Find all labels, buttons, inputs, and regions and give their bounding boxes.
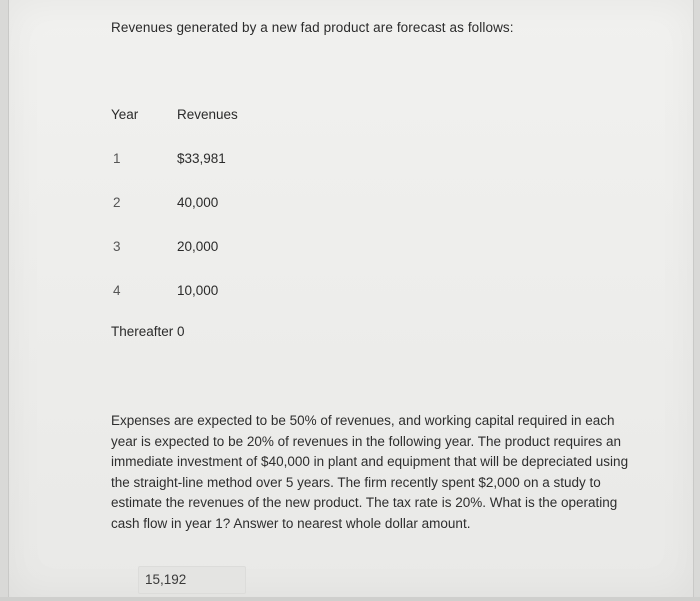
thereafter-text: Thereafter 0	[111, 324, 185, 339]
year-cell: 1	[113, 151, 121, 166]
intro-text: Revenues generated by a new fad product are forecast as follows:	[111, 20, 514, 35]
year-column-header: Year	[111, 107, 139, 122]
question-text: Expenses are expected to be 50% of revenues, and working capital required in each year is expected to be 20% of revenues in the following year. The product requires an immediate investment of $40,000 in plant and equipment that will be depreciated using the straight-line method over 5 years. The firm recently spent $2,000 on a study to estimate the revenues of the new product. The tax rate is 20%. What is the operating cash flow in year 1? Answer to nearest whole dollar amount.	[111, 413, 629, 531]
year-cell: 4	[113, 283, 121, 298]
answer-input[interactable]	[138, 566, 246, 594]
revenue-cell: 40,000	[177, 195, 219, 210]
year-cell: 3	[113, 239, 121, 254]
revenue-cell: 20,000	[177, 239, 219, 254]
year-cell: 2	[113, 195, 121, 210]
bottom-border	[0, 597, 700, 601]
revenue-cell: 10,000	[177, 283, 219, 298]
revenues-column-header: Revenues	[177, 107, 238, 122]
revenue-cell: $33,981	[177, 151, 226, 166]
answer-value: 15,192	[145, 572, 187, 587]
